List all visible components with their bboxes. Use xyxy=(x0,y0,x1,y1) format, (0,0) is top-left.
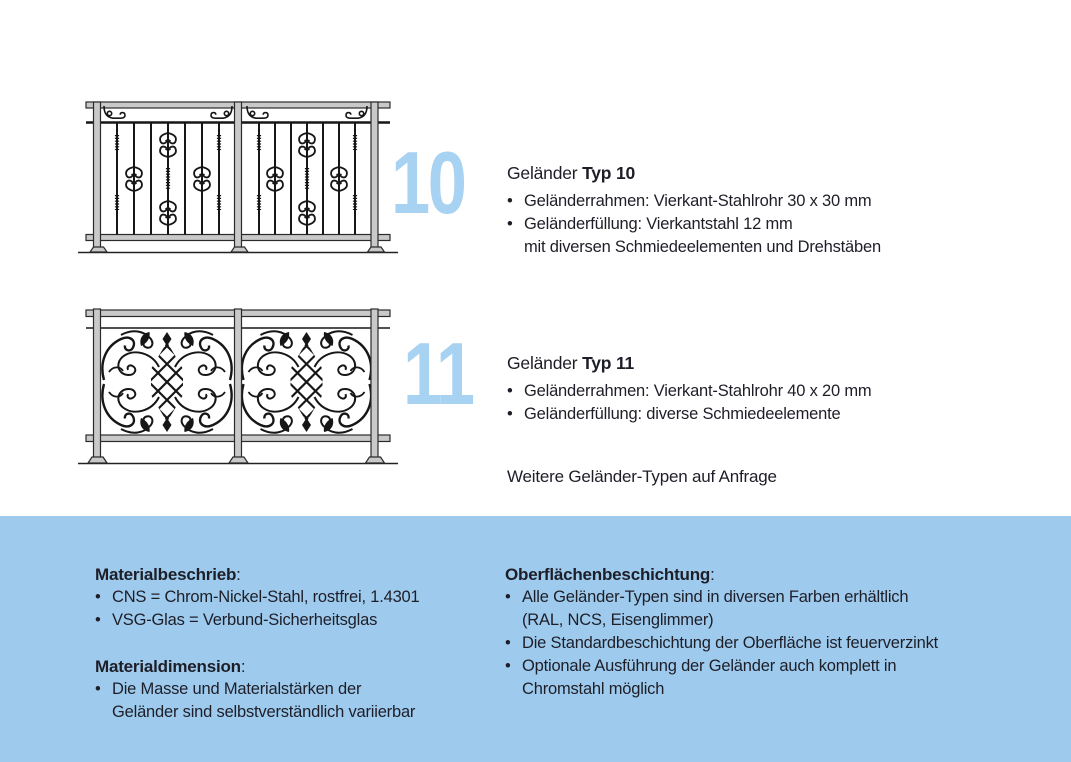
coating-item-2-text: Die Standardbeschichtung der Oberfläche ist feuerverzinkt xyxy=(522,634,938,652)
typ11-bullet-2-text: Geländerfüllung: diverse Schmiedeelemente xyxy=(524,405,841,423)
typ10-bullet-1-text: Geländerrahmen: Vierkant-Stahlrohr 30 x 30 mm xyxy=(524,192,872,210)
material-item-1-text: CNS = Chrom-Nickel-Stahl, rostfrei, 1.4301 xyxy=(112,588,420,606)
typ10-bullet-1 xyxy=(507,190,977,213)
more-types-note: Weitere Geländer-Typen auf Anfrage xyxy=(507,467,777,486)
typ11-title-bold: Typ 11 xyxy=(582,353,635,373)
coating-item-2 xyxy=(505,632,1050,655)
heading-colon: : xyxy=(240,657,246,676)
coating-item-1 xyxy=(505,586,1050,609)
bullet-marker: • xyxy=(95,611,101,629)
type-number-11: 11 xyxy=(403,324,473,423)
material-heading xyxy=(95,563,490,586)
typ10-title xyxy=(507,163,977,183)
dimension-heading-bold: Materialdimension xyxy=(95,657,241,676)
heading-colon: : xyxy=(236,565,241,584)
railing-typ11-drawing xyxy=(78,303,398,475)
typ11-bullet-1 xyxy=(507,380,977,403)
bullet-marker: • xyxy=(507,215,513,233)
bullet-marker: • xyxy=(505,657,511,675)
dimension-heading xyxy=(95,655,490,678)
coating-item-3-line-1: Optionale Ausführung der Geländer auch komplett in xyxy=(522,657,897,675)
dimension-item-1-line-1: Die Masse und Materialstärken der xyxy=(112,680,362,698)
typ10-bullet-2 xyxy=(507,213,977,236)
dimension-item-1-line-2: Geländer sind selbstverständlich variierbar xyxy=(112,703,416,721)
bullet-marker: • xyxy=(95,680,101,698)
footer-band xyxy=(0,516,1071,762)
typ10-bullet-2-text: Geländerfüllung: Vierkantstahl 12 mm xyxy=(524,215,793,233)
material-item-1 xyxy=(95,586,490,609)
coating-item-3 xyxy=(505,655,1050,678)
typ11-bullet-1-text: Geländerrahmen: Vierkant-Stahlrohr 40 x 20 mm xyxy=(524,382,872,400)
coating-heading-bold: Oberflächenbeschichtung xyxy=(505,565,711,584)
railing-typ11-illustration xyxy=(78,303,398,475)
coating-item-3-line-2: Chromstahl möglich xyxy=(522,680,665,698)
typ11-bullet-2 xyxy=(507,403,977,426)
material-heading-bold: Materialbeschrieb xyxy=(95,565,237,584)
typ10-bullet-2-continuation: mit diversen Schmiedeelementen und Drehstäben xyxy=(524,238,881,256)
type-number-10: 10 xyxy=(391,133,465,232)
dimension-item-1 xyxy=(95,678,490,701)
coating-heading xyxy=(505,563,1050,586)
railing-typ10-drawing xyxy=(78,100,398,262)
coating-column xyxy=(505,563,1050,701)
bullet-marker: • xyxy=(505,634,511,652)
bullet-marker: • xyxy=(507,192,513,210)
heading-colon: : xyxy=(710,565,715,584)
material-column xyxy=(95,563,490,724)
typ10-title-bold: Typ 10 xyxy=(582,163,636,183)
typ10-description xyxy=(507,163,977,259)
coating-item-1-line-2: (RAL, NCS, Eisenglimmer) xyxy=(522,611,714,629)
material-item-2 xyxy=(95,609,490,632)
bullet-marker: • xyxy=(95,588,101,606)
typ11-description xyxy=(507,353,977,426)
bullet-marker: • xyxy=(505,588,511,606)
railing-typ10-illustration xyxy=(78,100,398,262)
typ11-title-prefix: Geländer xyxy=(507,353,583,373)
coating-item-1-line-1: Alle Geländer-Typen sind in diversen Farben erhältlich xyxy=(522,588,909,606)
bullet-marker: • xyxy=(507,382,513,400)
spacer xyxy=(95,632,490,655)
typ10-title-prefix: Geländer xyxy=(507,163,583,183)
bullet-marker: • xyxy=(507,405,513,423)
typ11-title xyxy=(507,353,977,373)
material-item-2-text: VSG-Glas = Verbund-Sicherheitsglas xyxy=(112,611,378,629)
